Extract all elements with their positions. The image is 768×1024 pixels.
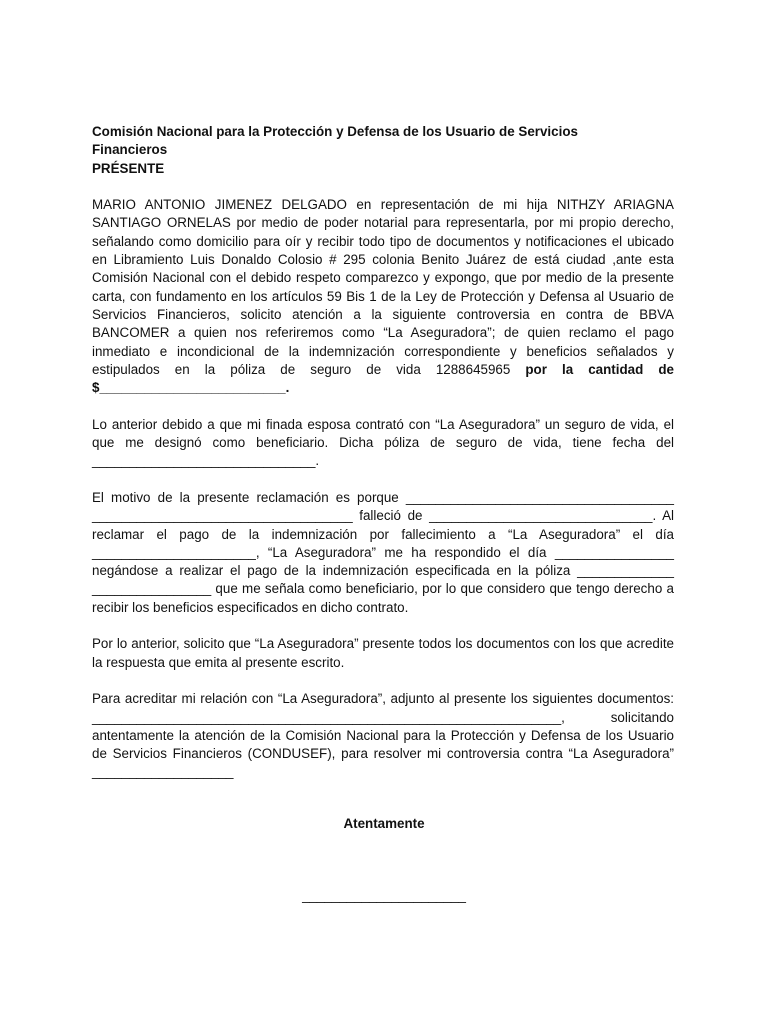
spacer xyxy=(92,617,674,635)
recipient-line-2: Financieros xyxy=(92,142,168,158)
letter-body xyxy=(92,123,674,782)
recipient-line-1: Comisión Nacional para la Protección y Defensa de los Usuario de Servicios xyxy=(92,124,578,139)
spacer xyxy=(92,178,674,196)
paragraph-introduction-text: MARIO ANTONIO JIMENEZ DELGADO en representación de mi hija NITHZY ARIAGNA SANTIAGO ORNELAS por medio de poder notarial para representarla, por mi propio derecho, señalando como domicilio para oír y recibir todo tipo de documentos y notificaciones el ubicado en Libramiento Luis Donaldo Colosio # 295 colonia Benito Juárez de está ciudad ,ante esta Comisión Nacional con el debido respeto comparezco y expongo, que por medio de la presente carta, con fundamento en los artículos 59 Bis 1 de la Ley de Protección y Defensa al Usuario de Servicios Financieros, solicito atención a la siguiente controversia en contra de BBVA BANCOMER a quien nos referiremos como “La Aseguradora”; de quien reclamo el pago inmediato e incondicional de la indemnización correspondiente y beneficios señalados y estipulados en la póliza de seguro de vida 1288645965 xyxy=(92,197,674,377)
paragraph-request: Por lo anterior, solicito que “La Aseguradora” presente todos los documentos con los que acredite la respuesta que emita al presente escrito. xyxy=(92,636,674,670)
recipient-line-3: PRÉSENTE xyxy=(92,160,165,176)
paragraph-introduction xyxy=(92,196,674,397)
paragraph-reason: El motivo de la presente reclamación es porque ____________________________________ ___________________________________ falleció de ______________________________. Al reclamar el pago de la indemnización por fallecimiento a “La Aseguradora” el día ______________________, “La Aseguradora” me ha respondido el día ________________ negándose a realizar el pago de la indemnización especificada en la póliza _____________ ________________ que me señala como beneficiario, por lo que considero que tengo derecho a recibir los beneficios especificados en dicho contrato. xyxy=(92,489,674,615)
spacer xyxy=(92,397,674,415)
paragraph-documents: Para acreditar mi relación con “La Aseguradora”, adjunto al presente los siguientes documentos: _______________________________________________________________, solicitando antentamente la atención de la Comisión Nacional para la Protección y Defensa de los Usuario de Servicios Financieros (CONDUSEF), para resolver mi controversia contra “La Aseguradora” ___________________ xyxy=(92,691,674,780)
closing-salutation: Atentamente xyxy=(343,816,425,831)
paragraph-policy: Lo anterior debido a que mi finada esposa contrató con “La Aseguradora” un seguro de vida, el que me designó como beneficiario. Dicha póliza de seguro de vida, tiene fecha del ______________________________. xyxy=(92,416,674,469)
spacer xyxy=(92,471,674,489)
paragraph-introduction-amount: por la cantidad de $_________________________. xyxy=(92,361,674,396)
signature-line: ______________________ xyxy=(302,888,466,903)
spacer xyxy=(92,672,674,690)
